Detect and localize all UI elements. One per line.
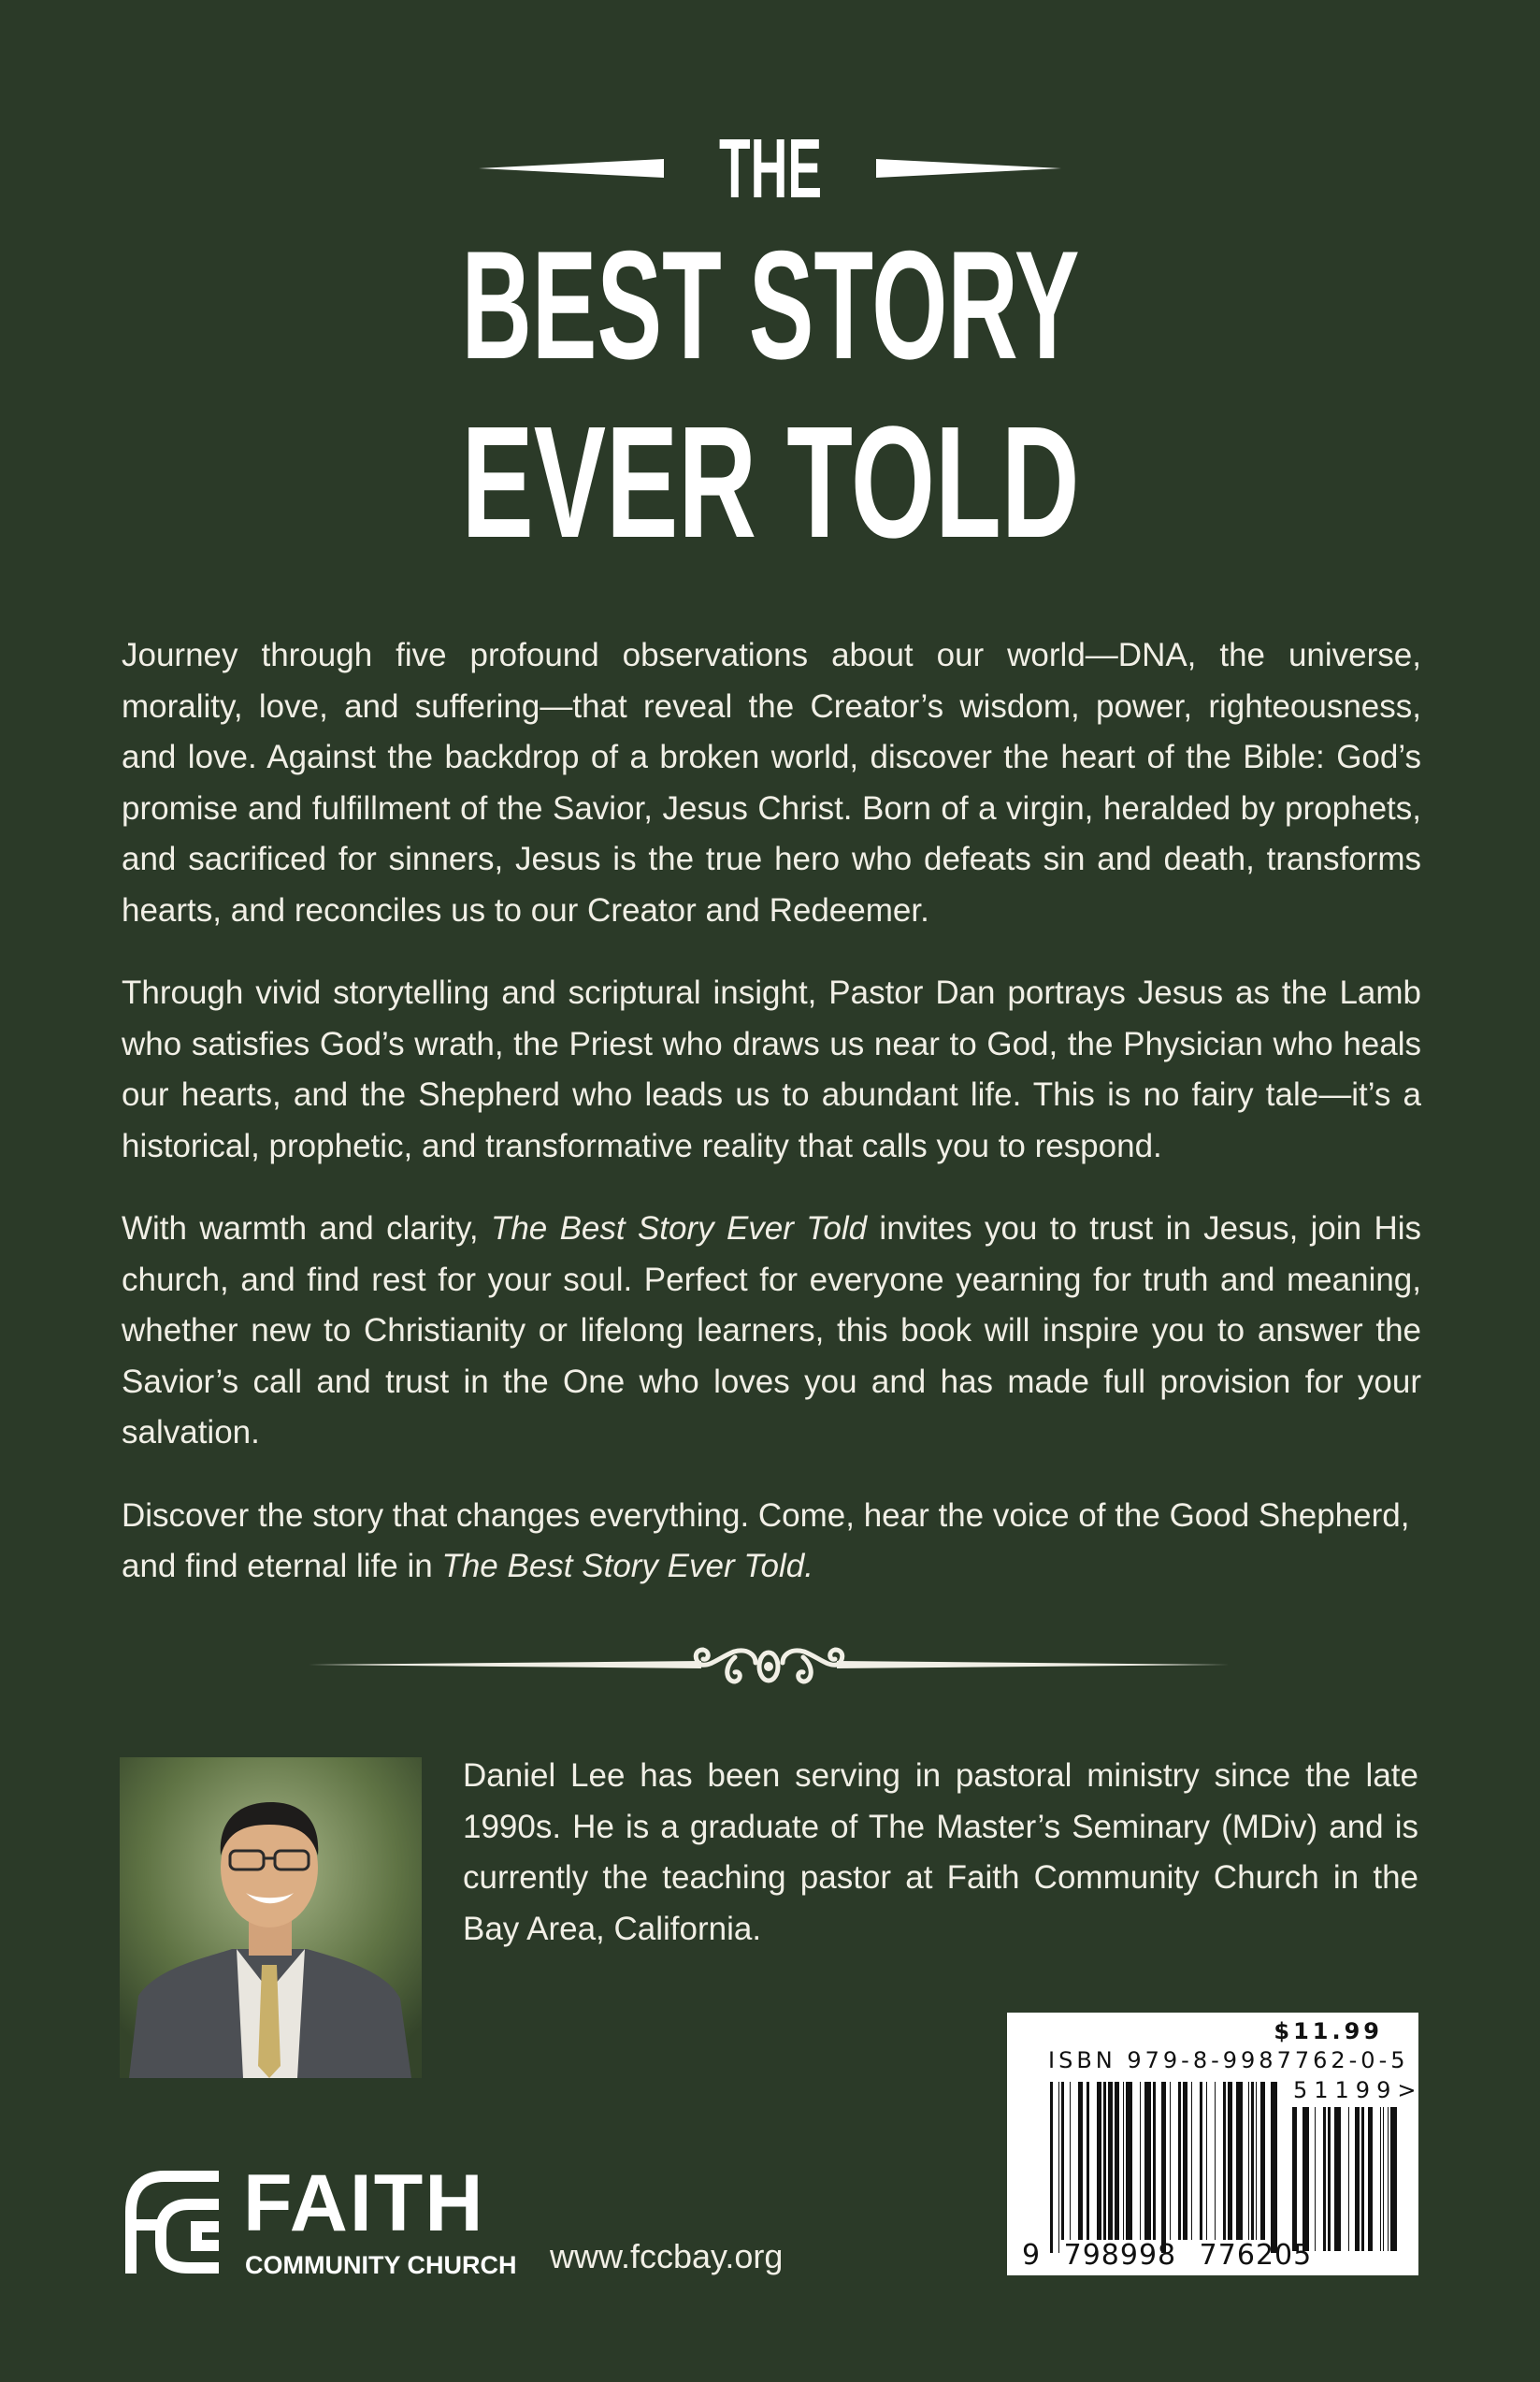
description-paragraph <box>122 1204 1421 1459</box>
description-paragraph: Through vivid storytelling and scriptural insight, Pastor Dan portrays Jesus as the Lamb who satisfies God’s wrath, the Priest who draws us near to God, the Physician who heals our hearts, and the Shepherd who leads us to abundant life. This is no fairy tale—it’s a historical, prophetic, and transformative reality that calls you to respond. <box>122 974 1421 1164</box>
barcode-bar <box>1334 2107 1341 2251</box>
barcode-bar <box>1126 2082 1132 2240</box>
barcode-digits: 9 798998 776205 <box>1022 2239 1313 2272</box>
barcode-bar <box>1161 2082 1166 2253</box>
barcode-bar <box>1061 2082 1064 2240</box>
author-photo <box>120 1757 422 2078</box>
isbn-number: ISBN 979-8-9987762-0-5 <box>1048 2047 1409 2073</box>
barcode-bar <box>1292 2107 1297 2251</box>
barcode-bar <box>1103 2082 1106 2240</box>
price: $11.99 <box>1274 2018 1383 2044</box>
description-paragraph <box>122 1491 1421 1593</box>
barcode-bar <box>1215 2082 1216 2240</box>
barcode-bar <box>1183 2082 1187 2240</box>
book-title-italic: The Best Story Ever Told. <box>441 1548 813 1584</box>
barcode-bar <box>1368 2107 1373 2251</box>
barcode-bar <box>1140 2082 1141 2240</box>
book-title <box>0 0 1540 599</box>
barcode-bar <box>1070 2082 1071 2240</box>
barcode-bar <box>1058 2082 1059 2253</box>
barcode-bar <box>1388 2107 1389 2251</box>
title-line-the: THE <box>719 123 822 216</box>
text: Discover the story that changes everything. Come, hear the voice of the Good Shepherd, and find eternal life in <box>122 1496 1410 1584</box>
barcode-bar <box>1383 2107 1384 2251</box>
title-line-ever-told: EVER TOLD <box>461 394 1080 571</box>
title-right-bar <box>876 159 1061 178</box>
barcode-bar <box>1097 2082 1101 2240</box>
barcode-bar <box>1251 2082 1254 2240</box>
book-title-italic: The Best Story Ever Told <box>490 1210 868 1247</box>
barcode-bar <box>1315 2107 1316 2251</box>
barcode-bar <box>1328 2107 1331 2251</box>
barcode-bar <box>1087 2082 1089 2240</box>
barcode-bar <box>1323 2107 1326 2251</box>
barcode-bar <box>1078 2082 1083 2240</box>
barcode-bar <box>1355 2107 1360 2251</box>
website-url: www.fccbay.org <box>550 2237 784 2275</box>
barcode-bar <box>1361 2107 1364 2251</box>
barcode-bar <box>1223 2082 1226 2240</box>
barcode-bar <box>1123 2082 1124 2240</box>
title-line-best-story: BEST STORY <box>461 219 1080 391</box>
barcode-bar <box>1228 2082 1232 2240</box>
fcc-logo-mark <box>122 2169 234 2276</box>
ornament-divider <box>309 1639 1230 1691</box>
author-bio: Daniel Lee has been serving in pastoral ministry since the late 1990s. He is a graduate of The Master’s Seminary (MDiv) and is currently the teaching pastor at Faith Community Church in the Bay Area, California. <box>463 1757 1418 1947</box>
barcode-bar <box>1144 2082 1151 2240</box>
barcode-bar <box>1206 2082 1207 2240</box>
barcode-bar <box>1050 2082 1053 2253</box>
barcode-bar <box>1256 2082 1257 2240</box>
isbn-barcode <box>1007 2013 1423 2275</box>
barcode-bar <box>1178 2082 1181 2240</box>
text: With warmth and clarity, <box>122 1210 491 1247</box>
barcode-bar <box>1200 2082 1202 2240</box>
barcode-bar <box>1303 2107 1309 2251</box>
barcode-bar <box>1380 2107 1381 2251</box>
barcode-bar <box>1390 2107 1397 2251</box>
title-left-bar <box>479 159 664 178</box>
barcode-bar <box>1115 2082 1119 2240</box>
barcode-bar <box>1271 2082 1277 2253</box>
text: invites you to trust in Jesus, join His church, and find rest for your soul. Perfect for everyone yearning for truth and meaning, whether new to Christianity or lifelong learners, this book will inspire you to answer the Savior’s call and trust in the One who loves you and has made full provision for your salvation. <box>122 1210 1421 1451</box>
faith-community-church-logo <box>122 2158 524 2279</box>
price-addon-code: 51199> <box>1293 2077 1423 2103</box>
barcode-bar <box>1108 2082 1113 2240</box>
barcode-bar <box>1153 2082 1156 2240</box>
barcode-bar <box>1248 2082 1249 2240</box>
barcode-bar <box>1236 2082 1243 2240</box>
barcode-bar <box>1191 2082 1192 2240</box>
barcode-bar <box>1170 2082 1171 2240</box>
logo-subtitle: COMMUNITY CHURCH <box>245 2251 517 2279</box>
book-description <box>122 630 1421 1624</box>
logo-faith-text: FAITH <box>243 2158 485 2248</box>
barcode-bar <box>1348 2107 1349 2251</box>
description-paragraph: Journey through five profound observations about our world—DNA, the universe, morality, love, and suffering—that reveal the Creator’s wisdom, power, righteousness, and love. Against the backdrop of a broken world, discover the heart of the Bible: God’s promise and fulfillment of the Savior, Jesus Christ. Born of a virgin, heralded by prophets, and sacrificed for sinners, Jesus is the true hero who defeats sin and death, transforms hearts, and reconciles us to our Creator and Redeemer. <box>122 637 1421 929</box>
barcode-bar <box>1260 2082 1265 2240</box>
